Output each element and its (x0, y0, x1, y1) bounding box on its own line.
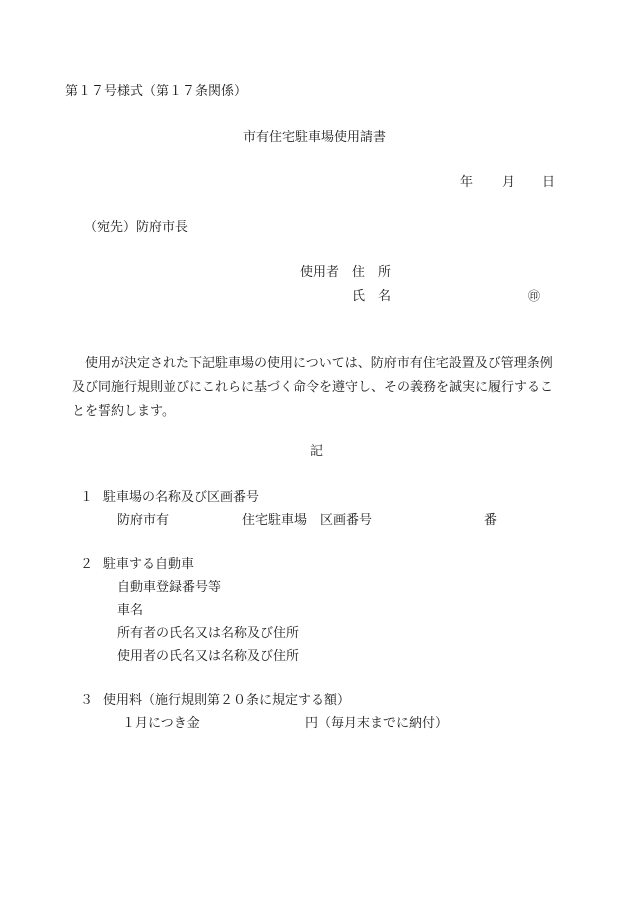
pledge-paragraph: 使用が決定された下記駐車場の使用については、防府市有住宅設置及び管理条例及び同施行規則並びにこれらに基づく命令を遵守し、その義務を誠実に履行することを誓約します。 (72, 356, 554, 419)
item-2-sub-3: 所有者の氏名又は名称及び住所 (117, 626, 300, 641)
addressee: （宛先）防府市長 (84, 220, 189, 235)
item-3-heading: 使用料（施行規則第２０条に規定する額） (103, 693, 351, 708)
item-1-prefix: 防府市有 (117, 513, 170, 528)
ki-heading: 記 (310, 444, 324, 459)
item-2-sub-2: 車名 (117, 603, 144, 618)
item-2-number: ２ (80, 557, 94, 572)
item-3-suffix: 円（毎月末までに納付） (305, 716, 449, 731)
item-1-middle: 住宅駐車場 区画番号 (242, 513, 373, 528)
item-1-suffix: 番 (484, 513, 498, 528)
seal-mark: ㊞ (528, 289, 541, 303)
item-1-heading: 駐車場の名称及び区画番号 (103, 490, 260, 505)
date-year-label: 年 (460, 175, 474, 190)
item-1-number: １ (80, 490, 94, 505)
item-2-sub-4: 使用者の氏名又は名称及び住所 (117, 649, 300, 664)
date-day-label: 日 (542, 175, 556, 190)
date-month-label: 月 (502, 175, 516, 190)
applicant-address-label: 住 所 (352, 265, 392, 280)
item-2-sub-1: 自動車登録番号等 (117, 580, 222, 595)
item-3-number: ３ (80, 693, 94, 708)
applicant-role-label: 使用者 (300, 265, 340, 280)
applicant-name-label: 氏 名 (352, 289, 392, 304)
document-title: 市有住宅駐車場使用請書 (243, 130, 387, 145)
item-2-heading: 駐車する自動車 (103, 557, 195, 572)
form-number: 第１７号様式（第１７条関係） (65, 84, 248, 99)
item-3-prefix: １月につき金 (122, 716, 200, 731)
